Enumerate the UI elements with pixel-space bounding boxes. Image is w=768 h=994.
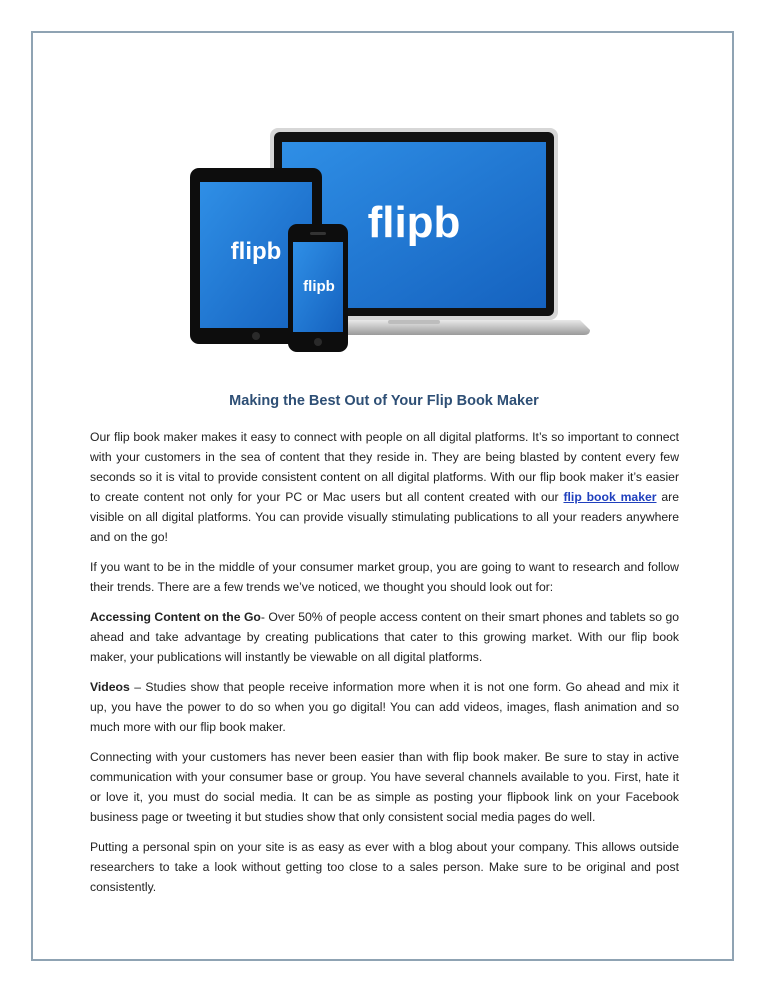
paragraph-trends: If you want to be in the middle of your consumer market group, you are going to want to research and follow their trends. There are a few trends we’ve noticed, we thought you should look out for:	[90, 560, 679, 594]
phone-logo: flipb	[303, 278, 335, 295]
page-title: Making the Best Out of Your Flip Book Maker	[229, 393, 539, 409]
accessing-content-heading: Accessing Content on the Go	[90, 610, 261, 624]
paragraph-videos: Videos – Studies show that people receive information more when it is not one form. Go ahead and mix it up, you have the power to do so when you go digital! You can add videos, images, flash animation and so much more with our flip book maker.	[90, 680, 679, 734]
laptop-logo: flipb	[367, 198, 461, 247]
paragraph-accessing-content: Accessing Content on the Go- Over 50% of people access content on their smart phones and tablets so go ahead and take advantage by creating publications that cater to this growing market. With our flip book maker, your publications will instantly be viewable on all digital platforms.	[90, 610, 680, 664]
paragraph-personal-spin: Putting a personal spin on your site is as easy as ever with a blog about your company. This allows outside researchers to take a look without getting too close to a sales person. Make sure to be original and post consistently.	[90, 840, 679, 894]
article-body	[90, 427, 679, 907]
paragraph-intro: Our flip book maker makes it easy to connect with people on all digital platforms. It’s so important to connect with your customers in the sea of content that they reside in. They are being blasted by content every few seconds so it is vital to provide consistent content on all digital platforms. With our flip book maker it’s easier to create content not only for your PC or Mac users but all content created with our flip book maker are visible on all digital platforms. You can provide visually stimulating publications to all your readers anywhere and on the go!	[90, 430, 679, 544]
flip-book-maker-link[interactable]: flip book maker	[563, 490, 657, 504]
paragraph-connecting: Connecting with your customers has never been easier than with flip book maker. Be sure to stay in active communication with your consumer base or group. You have several channels available to you. First, hate it or love it, you must do social media. It can be as simple as posting your flipbook link on your Facebook business page or tweeting it but studies show that only consistent social media pages do well.	[90, 750, 679, 824]
devices-hero-image	[188, 124, 593, 354]
tablet-logo: flipb	[230, 238, 282, 265]
videos-heading: Videos	[90, 680, 130, 694]
